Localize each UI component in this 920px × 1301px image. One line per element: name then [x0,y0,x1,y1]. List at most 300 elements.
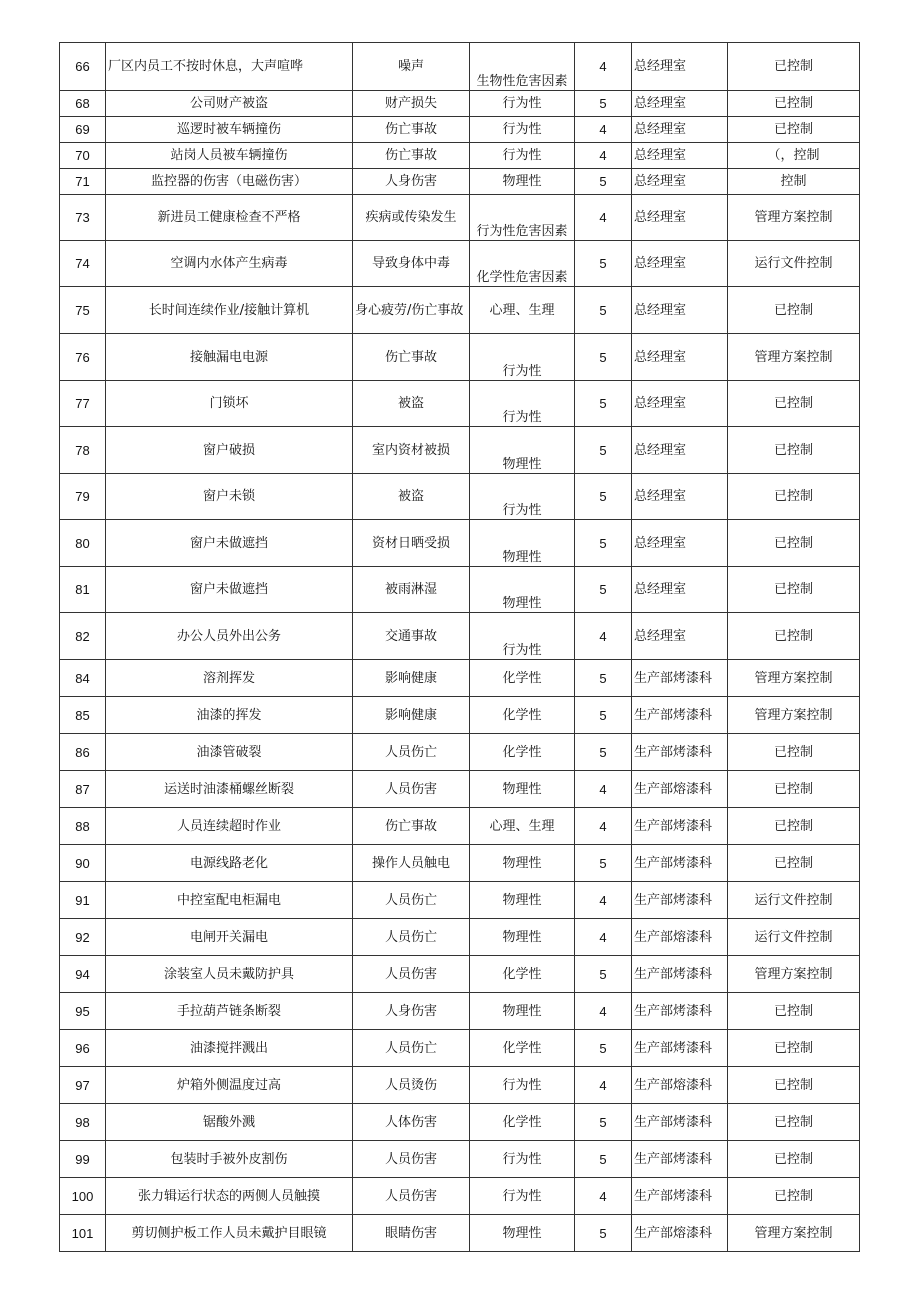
hazard-type-cell-text: 化学性危害因素 [476,270,568,285]
department-cell [632,808,728,845]
hazard-item-cell [106,1104,353,1141]
control-status-cell-text: 已控制 [773,59,813,74]
hazard-item-cell-text: 电闸开关漏电 [189,929,268,945]
risk-consequence-cell [353,381,470,427]
risk-level-cell-text: 4 [599,59,607,74]
row-number-cell [60,1067,106,1104]
risk-level-cell [575,1067,632,1104]
control-status-cell [728,287,860,334]
row-number-cell-text: 97 [75,1077,90,1093]
control-status-cell [728,1067,860,1104]
risk-level-cell-text: 4 [599,122,607,137]
control-status-cell-text: 已控制 [773,781,813,797]
hazard-item-cell [106,43,353,91]
risk-level-cell-text: 5 [599,535,607,551]
risk-level-cell-text: 5 [599,1151,607,1167]
control-status-cell [728,567,860,613]
hazard-item-cell-text: 办公人员外出公务 [176,628,281,644]
row-number-cell [60,919,106,956]
risk-consequence-cell [353,43,470,91]
hazard-item-cell-text: 包装时手被外皮割伤 [170,1151,288,1167]
control-status-cell [728,956,860,993]
risk-level-cell [575,808,632,845]
risk-level-cell [575,143,632,169]
department-cell [632,697,728,734]
control-status-cell-text: 已控制 [773,582,813,597]
hazard-type-cell-text: 心理、生理 [489,818,555,834]
department-cell [632,845,728,882]
table-row [60,993,860,1030]
control-status-cell-text: 运行文件控制 [754,892,833,908]
risk-level-cell-text: 4 [599,1003,607,1019]
hazard-item-cell [106,474,353,520]
control-status-cell [728,1178,860,1215]
row-number-cell-text: 94 [75,966,90,982]
row-number-cell [60,143,106,169]
risk-level-cell-text: 5 [599,1225,607,1241]
row-number-cell-text: 80 [75,535,90,551]
hazard-type-cell-text: 化学性 [502,966,542,982]
table-row [60,520,860,567]
risk-level-cell-text: 4 [599,929,607,945]
risk-consequence-cell-text: 眼睛伤害 [384,1225,437,1241]
risk-level-cell-text: 5 [599,256,607,271]
department-cell [632,660,728,697]
control-status-cell [728,1030,860,1067]
table-row [60,143,860,169]
department-cell-text: 总经理室 [634,535,687,551]
department-cell [632,520,728,567]
risk-level-cell-text: 5 [599,707,607,723]
risk-level-cell [575,1104,632,1141]
risk-consequence-cell [353,919,470,956]
hazard-type-cell-text: 物理性 [502,1003,542,1019]
risk-consequence-cell [353,882,470,919]
department-cell-text: 总经理室 [634,349,687,365]
row-number-cell [60,427,106,474]
department-cell [632,195,728,241]
department-cell-text: 总经理室 [634,396,687,411]
table-body [60,43,860,1252]
hazard-type-cell [470,474,575,520]
department-cell-text: 生产部熔漆科 [634,781,713,797]
row-number-cell [60,771,106,808]
risk-level-cell-text: 5 [599,174,607,189]
risk-level-cell [575,334,632,381]
risk-level-cell [575,613,632,660]
risk-level-cell [575,956,632,993]
table-row [60,381,860,427]
hazard-item-cell-text: 站岗人员被车辆撞伤 [170,148,288,163]
row-number-cell [60,91,106,117]
control-status-cell [728,697,860,734]
hazard-type-cell [470,334,575,381]
hazard-type-cell-text: 心理、生理 [489,302,555,318]
hazard-item-cell [106,1178,353,1215]
row-number-cell-text: 92 [75,929,90,945]
control-status-cell-text: 管理方案控制 [754,210,833,225]
risk-consequence-cell-text: 人身伤害 [384,174,437,189]
risk-consequence-cell [353,287,470,334]
risk-consequence-cell-text: 人员伤害 [384,1188,437,1204]
department-cell [632,287,728,334]
row-number-cell-text: 70 [75,148,90,163]
hazard-type-cell [470,1215,575,1252]
row-number-cell-text: 86 [75,744,90,760]
hazard-item-cell-text: 运送时油漆桶螺丝断裂 [163,781,294,797]
control-status-cell [728,734,860,771]
risk-level-cell-text: 5 [599,442,607,458]
hazard-item-cell-text: 炉箱外侧温度过高 [176,1077,281,1093]
risk-consequence-cell-text: 导致身体中毒 [371,256,450,271]
control-status-cell [728,1104,860,1141]
control-status-cell [728,427,860,474]
hazard-type-cell [470,919,575,956]
control-status-cell-text: 已控制 [773,628,813,644]
hazard-item-cell-text: 锯酸外溅 [202,1114,255,1130]
risk-consequence-cell [353,1178,470,1215]
risk-level-cell-text: 5 [599,1114,607,1130]
risk-level-cell [575,1215,632,1252]
risk-consequence-cell-text: 伤亡事故 [384,349,437,365]
risk-consequence-cell-text: 身心疲劳/伤亡事故 [355,302,464,318]
risk-level-cell-text: 4 [599,210,607,225]
risk-consequence-cell [353,845,470,882]
row-number-cell-text: 96 [75,1040,90,1056]
table-row [60,1030,860,1067]
risk-consequence-cell-text: 资材日晒受损 [371,535,450,551]
control-status-cell [728,882,860,919]
hazard-item-cell-text: 厂区内员工不按时休息，大声喧哗 [108,59,304,74]
row-number-cell [60,956,106,993]
row-number-cell [60,1141,106,1178]
table-row [60,771,860,808]
hazard-type-cell-text: 行为性 [502,1188,542,1204]
department-cell [632,771,728,808]
hazard-item-cell-text: 电源线路老化 [189,855,268,871]
risk-consequence-cell [353,241,470,287]
risk-level-cell [575,567,632,613]
department-cell-text: 生产部烤漆科 [634,1151,713,1167]
row-number-cell-text: 81 [75,582,90,597]
row-number-cell-text: 77 [75,396,90,411]
hazard-type-cell [470,1067,575,1104]
department-cell [632,117,728,143]
department-cell-text: 总经理室 [634,628,687,644]
row-number-cell [60,613,106,660]
department-cell-text: 生产部烤漆科 [634,1188,713,1204]
department-cell [632,169,728,195]
risk-consequence-cell-text: 室内资材被损 [371,442,450,458]
risk-consequence-cell-text: 被盗 [397,489,424,504]
risk-level-cell-text: 4 [599,892,607,908]
control-status-cell-text: 已控制 [773,1003,813,1019]
hazard-type-cell [470,993,575,1030]
hazard-type-cell [470,241,575,287]
row-number-cell [60,697,106,734]
risk-level-cell [575,195,632,241]
row-number-cell [60,169,106,195]
control-status-cell [728,117,860,143]
department-cell-text: 生产部熔漆科 [634,1225,713,1241]
row-number-cell [60,195,106,241]
department-cell [632,427,728,474]
risk-consequence-cell [353,808,470,845]
risk-consequence-cell [353,474,470,520]
row-number-cell-text: 68 [75,96,90,111]
department-cell-text: 生产部烤漆科 [634,892,713,908]
table-row [60,660,860,697]
risk-consequence-cell-text: 伤亡事故 [384,122,437,137]
department-cell-text: 生产部熔漆科 [634,929,713,945]
control-status-cell-text: 已控制 [773,818,813,834]
table-row [60,334,860,381]
control-status-cell-text: 已控制 [773,855,813,871]
hazard-item-cell-text: 接触漏电电源 [189,349,268,365]
row-number-cell [60,567,106,613]
row-number-cell [60,1215,106,1252]
hazard-type-cell [470,520,575,567]
risk-level-cell [575,43,632,91]
risk-consequence-cell-text: 被盗 [397,396,424,411]
hazard-item-cell [106,1141,353,1178]
risk-level-cell-text: 4 [599,628,607,644]
hazard-type-cell [470,1141,575,1178]
hazard-item-cell-text: 剪切侧护板工作人员未戴护目眼镜 [131,1225,327,1241]
hazard-type-cell-text: 化学性 [502,707,542,723]
table-row [60,474,860,520]
row-number-cell [60,808,106,845]
risk-level-cell [575,287,632,334]
risk-consequence-cell-text: 人员伤亡 [384,892,437,908]
risk-level-cell-text: 5 [599,96,607,111]
risk-consequence-cell [353,520,470,567]
department-cell [632,734,728,771]
hazard-item-cell-text: 新进员工健康检查不严格 [157,210,301,225]
risk-consequence-cell [353,993,470,1030]
risk-level-cell-text: 5 [599,855,607,871]
hazard-type-cell-text: 化学性 [502,1040,542,1056]
table-row [60,956,860,993]
risk-level-cell-text: 5 [599,302,607,318]
hazard-type-cell-text: 物理性 [502,174,542,189]
row-number-cell-text: 73 [75,210,90,225]
table-row [60,427,860,474]
control-status-cell-text: 已控制 [773,302,813,318]
risk-consequence-cell [353,734,470,771]
table-row [60,613,860,660]
control-status-cell [728,919,860,956]
hazard-type-cell-text: 物理性 [502,929,542,945]
row-number-cell-text: 74 [75,256,90,271]
hazard-item-cell [106,1030,353,1067]
control-status-cell [728,520,860,567]
department-cell [632,143,728,169]
risk-level-cell-text: 5 [599,582,607,597]
risk-consequence-cell-text: 影响健康 [384,670,437,686]
hazard-type-cell [470,1104,575,1141]
risk-consequence-cell [353,195,470,241]
hazard-type-cell-text: 行为性 [502,503,542,518]
hazard-item-cell-text: 窗户未做遮挡 [189,535,268,551]
hazard-type-cell [470,43,575,91]
department-cell-text: 生产部烤漆科 [634,1003,713,1019]
control-status-cell [728,808,860,845]
table-row [60,845,860,882]
hazard-type-cell [470,91,575,117]
hazard-item-cell [106,567,353,613]
control-status-cell-text: 已控制 [773,535,813,551]
hazard-type-cell [470,287,575,334]
hazard-item-cell-text: 油漆管破裂 [196,744,262,760]
row-number-cell [60,1178,106,1215]
hazard-item-cell [106,697,353,734]
control-status-cell-text: 运行文件控制 [754,929,833,945]
risk-consequence-cell [353,117,470,143]
hazard-item-cell-text: 门锁坏 [209,396,249,411]
department-cell [632,956,728,993]
risk-consequence-cell-text: 人员伤害 [384,781,437,797]
table-row [60,1141,860,1178]
department-cell-text: 生产部烤漆科 [634,670,713,686]
control-status-cell-text: 管理方案控制 [754,670,833,686]
risk-consequence-cell [353,169,470,195]
row-number-cell [60,43,106,91]
risk-consequence-cell-text: 影响健康 [384,707,437,723]
control-status-cell [728,1141,860,1178]
row-number-cell [60,474,106,520]
control-status-cell-text: 已控制 [773,1114,813,1130]
risk-consequence-cell [353,1215,470,1252]
hazard-type-cell [470,143,575,169]
department-cell [632,919,728,956]
risk-consequence-cell-text: 人员烫伤 [384,1077,437,1093]
hazard-type-cell-text: 物理性 [502,550,542,565]
hazard-type-cell [470,1030,575,1067]
hazard-item-cell [106,956,353,993]
hazard-item-cell [106,91,353,117]
row-number-cell [60,334,106,381]
control-status-cell-text: （，控制 [767,148,820,163]
table-row [60,919,860,956]
row-number-cell-text: 75 [75,302,90,318]
control-status-cell [728,381,860,427]
row-number-cell-text: 88 [75,818,90,834]
control-status-cell-text: 已控制 [773,442,813,458]
hazard-item-cell-text: 溶剂挥发 [202,670,255,686]
row-number-cell [60,660,106,697]
risk-consequence-cell-text: 人员伤亡 [384,744,437,760]
hazard-item-cell [106,771,353,808]
table-row [60,882,860,919]
risk-consequence-cell-text: 财产损失 [384,96,437,111]
department-cell-text: 生产部烤漆科 [634,1114,713,1130]
hazard-item-cell-text: 窗户破损 [202,442,255,458]
risk-consequence-cell [353,697,470,734]
hazard-item-cell-text: 张力辑运行状态的两侧人员触摸 [137,1188,320,1204]
hazard-item-cell-text: 中控室配电柜漏电 [176,892,281,908]
table-row [60,169,860,195]
risk-consequence-cell [353,660,470,697]
row-number-cell-text: 101 [71,1225,94,1241]
risk-level-cell [575,993,632,1030]
department-cell-text: 总经理室 [634,442,687,458]
control-status-cell [728,613,860,660]
risk-consequence-cell [353,1141,470,1178]
risk-level-cell [575,381,632,427]
risk-consequence-cell-text: 人员伤亡 [384,1040,437,1056]
risk-consequence-cell [353,613,470,660]
row-number-cell-text: 78 [75,442,90,458]
hazard-type-cell [470,613,575,660]
hazard-type-cell-text: 行为性 [502,364,542,379]
row-number-cell [60,241,106,287]
risk-consequence-cell-text: 噪声 [397,59,424,74]
hazard-type-cell [470,660,575,697]
risk-level-cell [575,734,632,771]
hazard-item-cell-text: 油漆的挥发 [196,707,262,723]
table-row [60,808,860,845]
row-number-cell [60,287,106,334]
department-cell-text: 总经理室 [634,148,687,163]
control-status-cell [728,660,860,697]
row-number-cell [60,882,106,919]
row-number-cell-text: 76 [75,349,90,365]
row-number-cell [60,1030,106,1067]
hazard-item-cell [106,427,353,474]
risk-level-cell-text: 4 [599,148,607,163]
department-cell [632,381,728,427]
hazard-type-cell-text: 物理性 [502,1225,542,1241]
table-row [60,734,860,771]
department-cell-text: 总经理室 [634,122,687,137]
risk-level-cell-text: 4 [599,781,607,797]
control-status-cell-text: 已控制 [773,96,813,111]
hazard-type-cell-text: 行为性 [502,122,542,137]
hazard-type-cell [470,195,575,241]
risk-level-cell [575,91,632,117]
hazard-type-cell [470,956,575,993]
risk-consequence-cell-text: 伤亡事故 [384,818,437,834]
department-cell-text: 总经理室 [634,96,687,111]
row-number-cell [60,1104,106,1141]
row-number-cell-text: 99 [75,1151,90,1167]
hazard-item-cell-text: 手拉葫芦链条断裂 [176,1003,281,1019]
risk-level-cell [575,241,632,287]
row-number-cell-text: 90 [75,855,90,871]
control-status-cell [728,474,860,520]
table-row [60,1178,860,1215]
risk-consequence-cell-text: 人体伤害 [384,1114,437,1130]
hazard-type-cell-text: 行为性危害因素 [476,224,568,239]
control-status-cell-text: 管理方案控制 [754,349,833,365]
control-status-cell [728,91,860,117]
control-status-cell [728,771,860,808]
risk-consequence-cell [353,427,470,474]
hazard-item-cell [106,143,353,169]
hazard-type-cell [470,567,575,613]
department-cell [632,334,728,381]
row-number-cell-text: 95 [75,1003,90,1019]
department-cell [632,43,728,91]
row-number-cell [60,845,106,882]
department-cell [632,1141,728,1178]
hazard-type-cell-text: 行为性 [502,410,542,425]
row-number-cell [60,117,106,143]
hazard-type-cell [470,1178,575,1215]
department-cell-text: 总经理室 [634,582,687,597]
hazard-type-cell-text: 物理性 [502,596,542,611]
